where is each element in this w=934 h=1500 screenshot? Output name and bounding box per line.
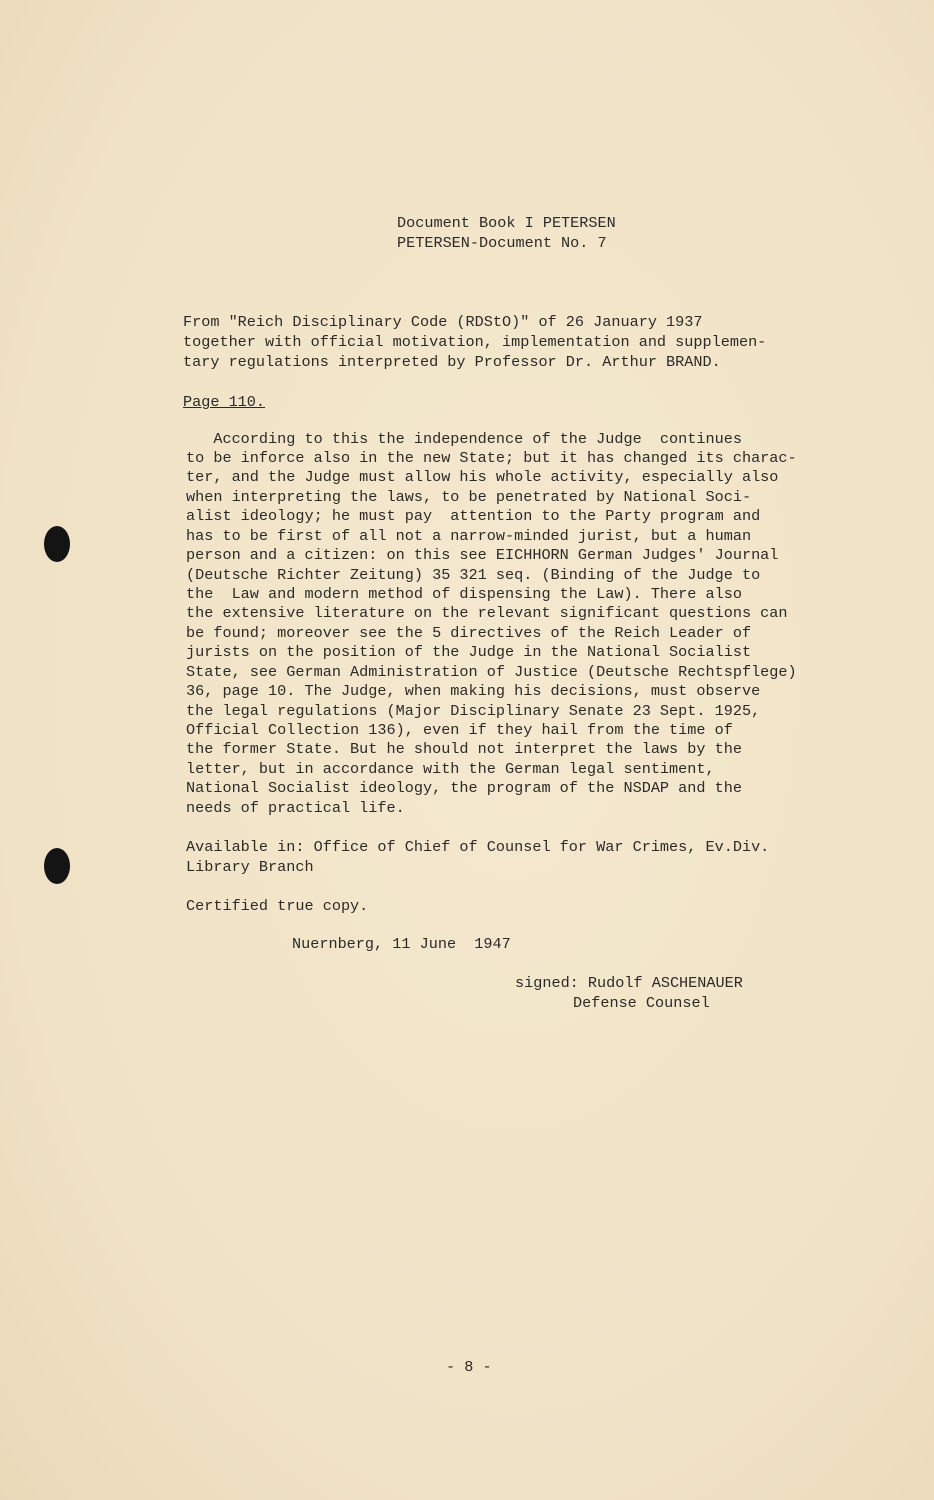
body-line: when interpreting the laws, to be penetrated by National Soci- [186, 488, 752, 506]
body-line: National Socialist ideology, the program of the NSDAP and the [186, 779, 742, 797]
header-document-book: Document Book I PETERSEN [397, 214, 616, 232]
body-line: needs of practical life. [186, 799, 405, 817]
body-line: be found; moreover see the 5 directives of the Reich Leader of [186, 624, 752, 642]
intro-line: together with official motivation, implementation and supplemen- [183, 333, 767, 351]
body-line: the legal regulations (Major Disciplinary Senate 23 Sept. 1925, [186, 702, 761, 720]
intro-line: tary regulations interpreted by Professor Dr. Arthur BRAND. [183, 353, 721, 371]
body-line: the Law and modern method of dispensing the Law). There also [186, 585, 742, 603]
header-document-number: PETERSEN-Document No. 7 [397, 234, 607, 252]
body-line: to be inforce also in the new State; but it has changed its charac- [186, 449, 797, 467]
body-line: State, see German Administration of Justice (Deutsche Rechtspflege) [186, 663, 797, 681]
body-line: the extensive literature on the relevant significant questions can [186, 604, 788, 622]
body-line: the former State. But he should not interpret the laws by the [186, 740, 742, 758]
intro-line: From "Reich Disciplinary Code (RDStO)" of 26 January 1937 [183, 313, 703, 331]
body-line: According to this the independence of the Judge continues [186, 430, 742, 448]
body-line: person and a citizen: on this see EICHHORN German Judges' Journal [186, 546, 779, 564]
available-line: Available in: Office of Chief of Counsel for War Crimes, Ev.Div. [186, 838, 770, 856]
body-line: letter, but in accordance with the German legal sentiment, [186, 760, 715, 778]
signer-role: Defense Counsel [573, 994, 710, 1012]
body-line: alist ideology; he must pay attention to the Party program and [186, 507, 761, 525]
punch-hole [44, 526, 70, 562]
page-number: - 8 - [446, 1358, 492, 1376]
available-line: Library Branch [186, 858, 314, 876]
body-line: (Deutsche Richter Zeitung) 35 321 seq. (Binding of the Judge to [186, 566, 761, 584]
body-line: jurists on the position of the Judge in the National Socialist [186, 643, 752, 661]
page-reference: Page 110. [183, 393, 266, 411]
place-date: Nuernberg, 11 June 1947 [292, 935, 511, 953]
body-line: has to be first of all not a narrow-minded jurist, but a human [186, 527, 752, 545]
certified-text: Certified true copy. [186, 897, 369, 915]
body-line: 36, page 10. The Judge, when making his decisions, must observe [186, 682, 761, 700]
punch-hole [44, 848, 70, 884]
signature-line: signed: Rudolf ASCHENAUER [515, 974, 743, 992]
body-line: Official Collection 136), even if they hail from the time of [186, 721, 733, 739]
body-line: ter, and the Judge must allow his whole activity, especially also [186, 468, 779, 486]
